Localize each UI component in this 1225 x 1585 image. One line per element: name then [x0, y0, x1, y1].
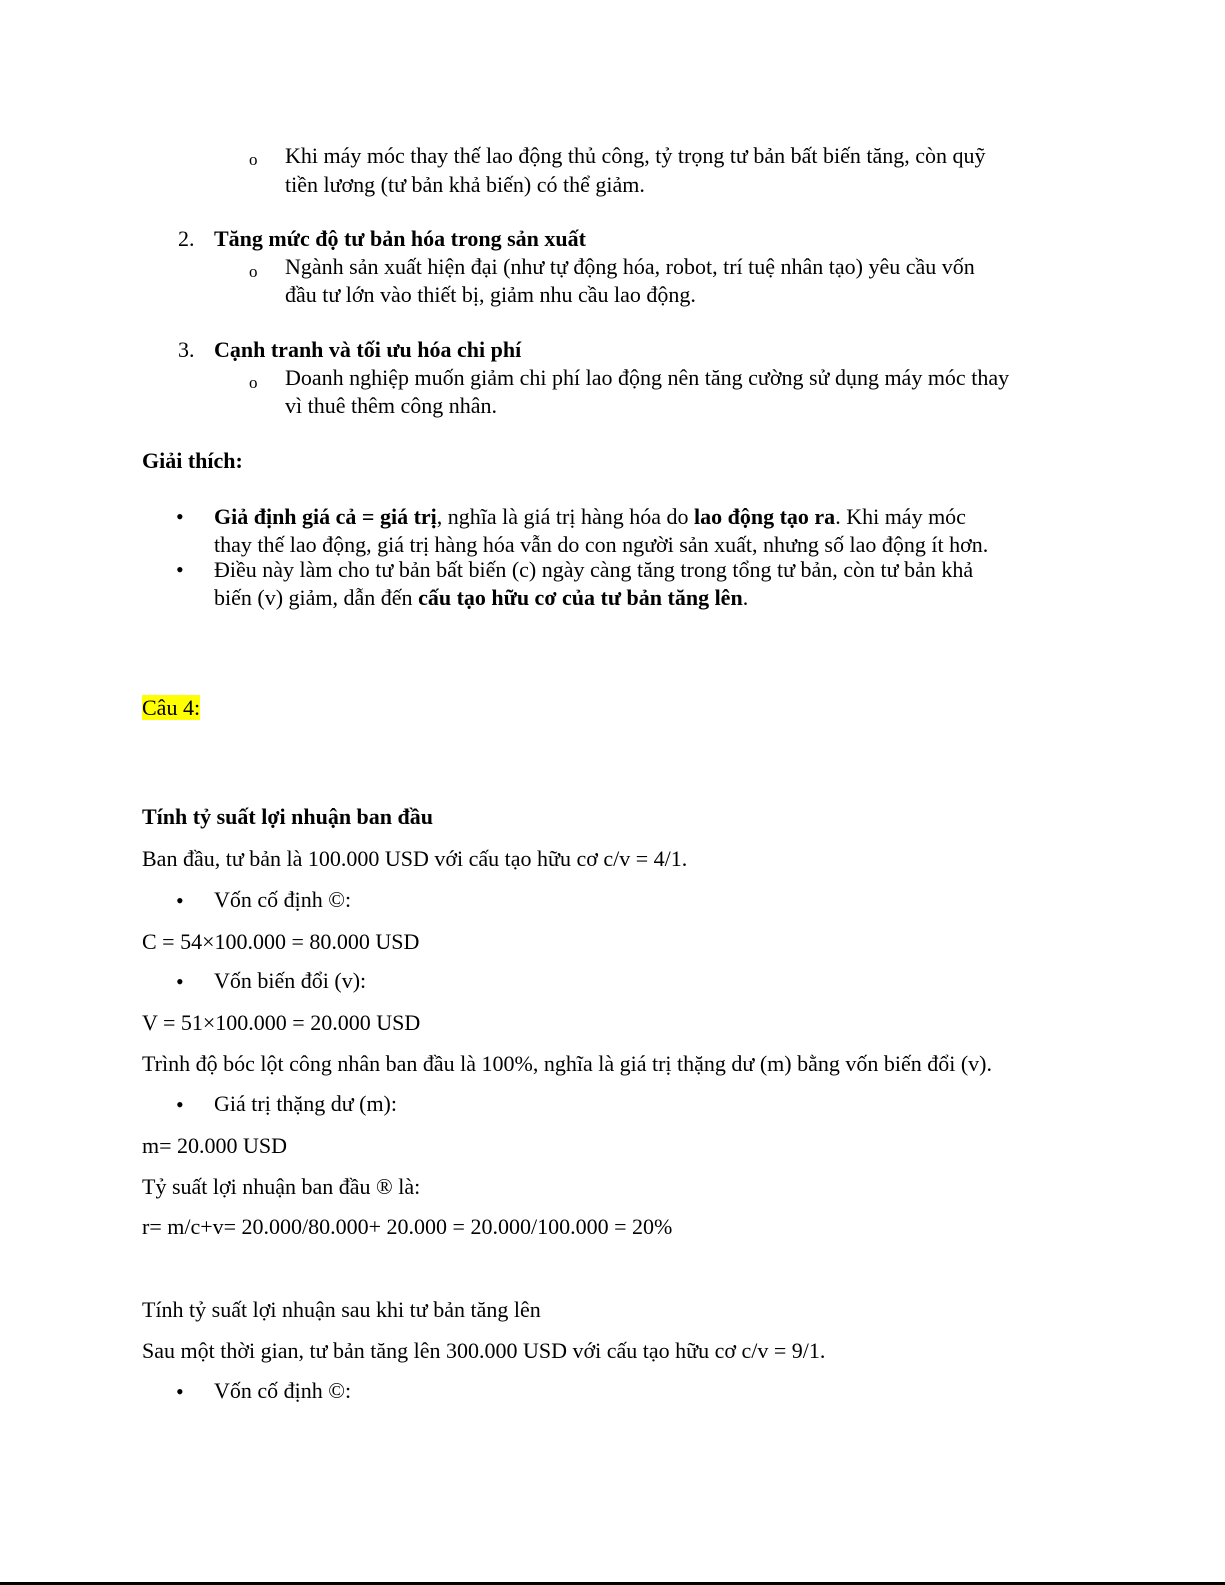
list-number: 3. [178, 337, 195, 362]
circle-bullet: o [249, 150, 258, 169]
list-item-title: Cạnh tranh và tối ưu hóa chi phí [214, 337, 522, 362]
bold-phrase: cấu tạo hữu cơ của tư bản tăng lên [418, 585, 743, 610]
paragraph: Sau một thời gian, tư bản tăng lên 300.000 USD với cấu tạo hữu cơ c/v = 9/1. [142, 1338, 826, 1363]
text-run: biến (v) giảm, dẫn đến [214, 585, 419, 610]
bold-phrase: Giả định giá cả = giá trị [214, 504, 437, 529]
formula: r= m/c+v= 20.000/80.000+ 20.000 = 20.000/100.000 = 20% [142, 1214, 673, 1239]
text-run: . [742, 585, 749, 610]
bullet-text: Điều này làm cho tư bản bất biến (c) ngày càng tăng trong tổng tư bản, còn tư bản khả [214, 557, 974, 582]
text-run: . Khi máy móc [835, 504, 966, 529]
sub-item-text: vì thuê thêm công nhân. [285, 393, 498, 418]
bold-phrase: lao động tạo ra [694, 504, 836, 529]
bullet-text [214, 584, 748, 612]
formula: m= 20.000 USD [142, 1133, 288, 1158]
sub-item-text: Ngành sản xuất hiện đại (như tự động hóa, robot, trí tuệ nhân tạo) yêu cầu vốn [285, 254, 975, 279]
sub-item-text: tiền lương (tư bản khả biến) có thể giảm. [285, 172, 645, 197]
circle-bullet: o [249, 262, 258, 281]
bullet-text: thay thế lao động, giá trị hàng hóa vẫn do con người sản xuất, nhưng số lao động ít hơn. [214, 532, 989, 557]
sub-item-text: Khi máy móc thay thế lao động thủ công, tỷ trọng tư bản bất biến tăng, còn quỹ [285, 143, 986, 168]
bullet-text: Vốn cố định ©: [214, 1378, 352, 1403]
list-number: 2. [178, 226, 195, 251]
formula: C = 54×100.000 = 80.000 USD [142, 929, 420, 954]
formula: V = 51×100.000 = 20.000 USD [142, 1010, 421, 1035]
text-run: , nghĩa là giá trị hàng hóa do [436, 504, 694, 529]
sub-item-text: đầu tư lớn vào thiết bị, giảm nhu cầu lao động. [285, 282, 696, 307]
circle-bullet: o [249, 373, 258, 392]
sub-item-text: Doanh nghiệp muốn giảm chi phí lao động nên tăng cường sử dụng máy móc thay [285, 365, 1010, 390]
bullet: • [176, 557, 184, 582]
bullet-text: Vốn cố định ©: [214, 887, 352, 912]
bullet-text [214, 503, 966, 531]
paragraph: Trình độ bóc lột công nhân ban đầu là 100%, nghĩa là giá trị thặng dư (m) bằng vốn biến đổi (v). [142, 1051, 993, 1076]
section-heading: Giải thích: [142, 448, 243, 473]
paragraph: Ban đầu, tư bản là 100.000 USD với cấu tạo hữu cơ c/v = 4/1. [142, 846, 688, 871]
bullet: • [176, 969, 184, 994]
paragraph: Tỷ suất lợi nhuận ban đầu ® là: [142, 1174, 421, 1199]
bullet: • [176, 888, 184, 913]
bullet: • [176, 1092, 184, 1117]
bullet: • [176, 504, 184, 529]
subheading: Tính tỷ suất lợi nhuận ban đầu [142, 804, 433, 829]
list-item-title: Tăng mức độ tư bản hóa trong sản xuất [214, 226, 586, 251]
question-label [142, 694, 200, 722]
bullet-text: Giá trị thặng dư (m): [214, 1091, 397, 1116]
highlighted-label: Câu 4: [142, 695, 201, 720]
bullet: • [176, 1379, 184, 1404]
bullet-text: Vốn biến đổi (v): [214, 968, 367, 993]
subheading: Tính tỷ suất lợi nhuận sau khi tư bản tăng lên [142, 1297, 541, 1322]
